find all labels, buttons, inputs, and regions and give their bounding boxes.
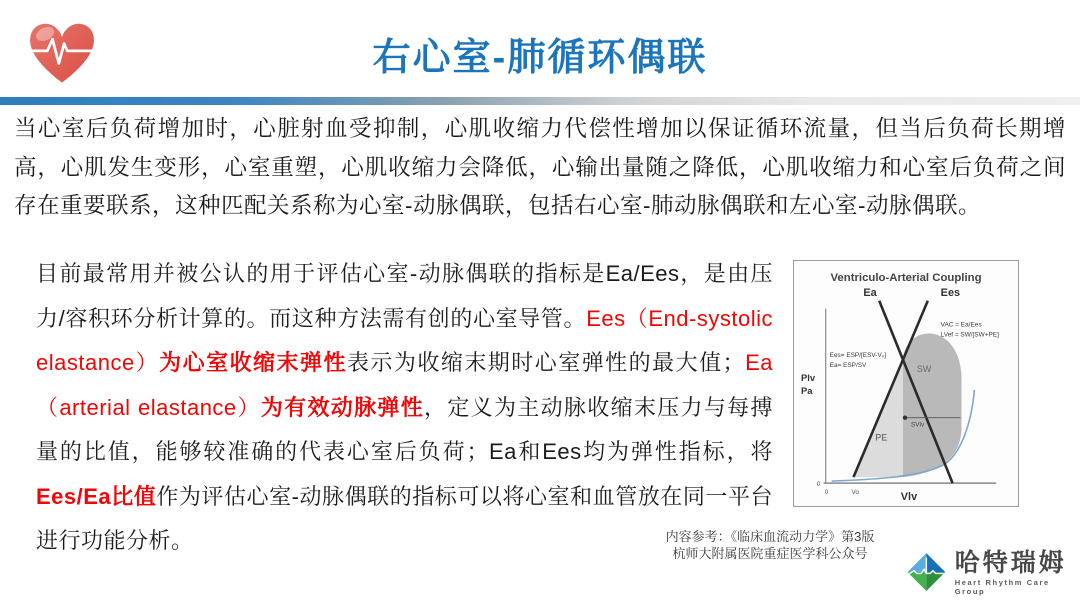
vo-label: Vo: [851, 489, 860, 497]
svlv-label: SVlv: [910, 421, 925, 429]
ees-formula: Ees= ESP/[ESV-V₀]: [829, 352, 887, 360]
vlv-label: Vlv: [900, 490, 918, 503]
text-segment: 目前最常用并被公认的用于评估心室-动脉偶联的指标是Ea/Ees，是由压力/容积环分析计算的。而这种方法需有创的心室导管。: [36, 261, 773, 331]
text-segment: 为心室收缩末弹性: [159, 350, 347, 375]
reference-line1: 内容参考：《临床血流动力学》第3版: [665, 529, 875, 544]
plv-label: Plv: [800, 372, 816, 384]
text-segment: Ees（End-systolic elastance）: [36, 305, 773, 375]
brand-logo: [906, 550, 1080, 596]
reference-line2: 杭师大附属医院重症医学科公众号: [672, 546, 868, 561]
va-coupling-diagram: [793, 260, 1019, 507]
vac-formula: VAC = Ea/Ees: [940, 321, 982, 329]
page-title: 右心室-肺循环偶联: [372, 37, 708, 79]
divider-bar: [0, 97, 1080, 105]
pa-label: Pa: [800, 384, 813, 396]
lvef-formula: LVef = SW/[SW+PE]: [940, 331, 999, 339]
ea-label: Ea: [863, 286, 877, 299]
text-segment: 表示为收缩末期时心室弹性的最大值；: [346, 350, 746, 375]
text-segment: 作为评估心室-动脉偶联的指标可以将心室和血管放在同一平台进行功能分析。: [36, 483, 773, 553]
text-segment: Ees/Ea比值: [36, 483, 157, 509]
svlv-dot: [903, 416, 907, 420]
logo-diamond-ecg-icon: [906, 551, 947, 595]
logo-name-en: Heart Rhythm Care Group: [954, 578, 1050, 596]
x-zero-label: 0: [824, 489, 829, 497]
logo-name-cn: 哈特瑞姆: [954, 549, 1067, 577]
y-zero-label: 0: [816, 481, 821, 489]
main-paragraph: [36, 252, 773, 564]
diagram-title: Ventriculo-Arterial Coupling: [830, 271, 982, 284]
text-segment: Ea（arterial elastance）: [36, 350, 773, 420]
sw-label: SW: [916, 364, 932, 375]
intro-paragraph: 当心室后负荷增加时，心脏射血受抑制，心肌收缩力代偿性增加以保证循环流量，但当后负荷长期增高，心肌发生变形，心室重塑，心肌收缩力会降低，心输出量随之降低，心肌收缩力和心室后负荷之间存在重要联系，这种匹配关系称为心室-动脉偶联，包括右心室-肺动脉偶联和左心室-动脉偶联。: [14, 116, 1066, 218]
ea-formula: Ea= ESP/SV: [829, 362, 867, 370]
text-segment: ，定义为主动脉收缩末压力与每搏量的比值，能够较准确的代表心室后负荷；Ea和Ees均为弹性指标，将: [36, 394, 773, 464]
ees-label: Ees: [940, 286, 961, 299]
text-segment: 为有效动脉弹性: [260, 394, 425, 420]
pe-label: PE: [875, 432, 888, 443]
logo-text: [955, 550, 1080, 596]
